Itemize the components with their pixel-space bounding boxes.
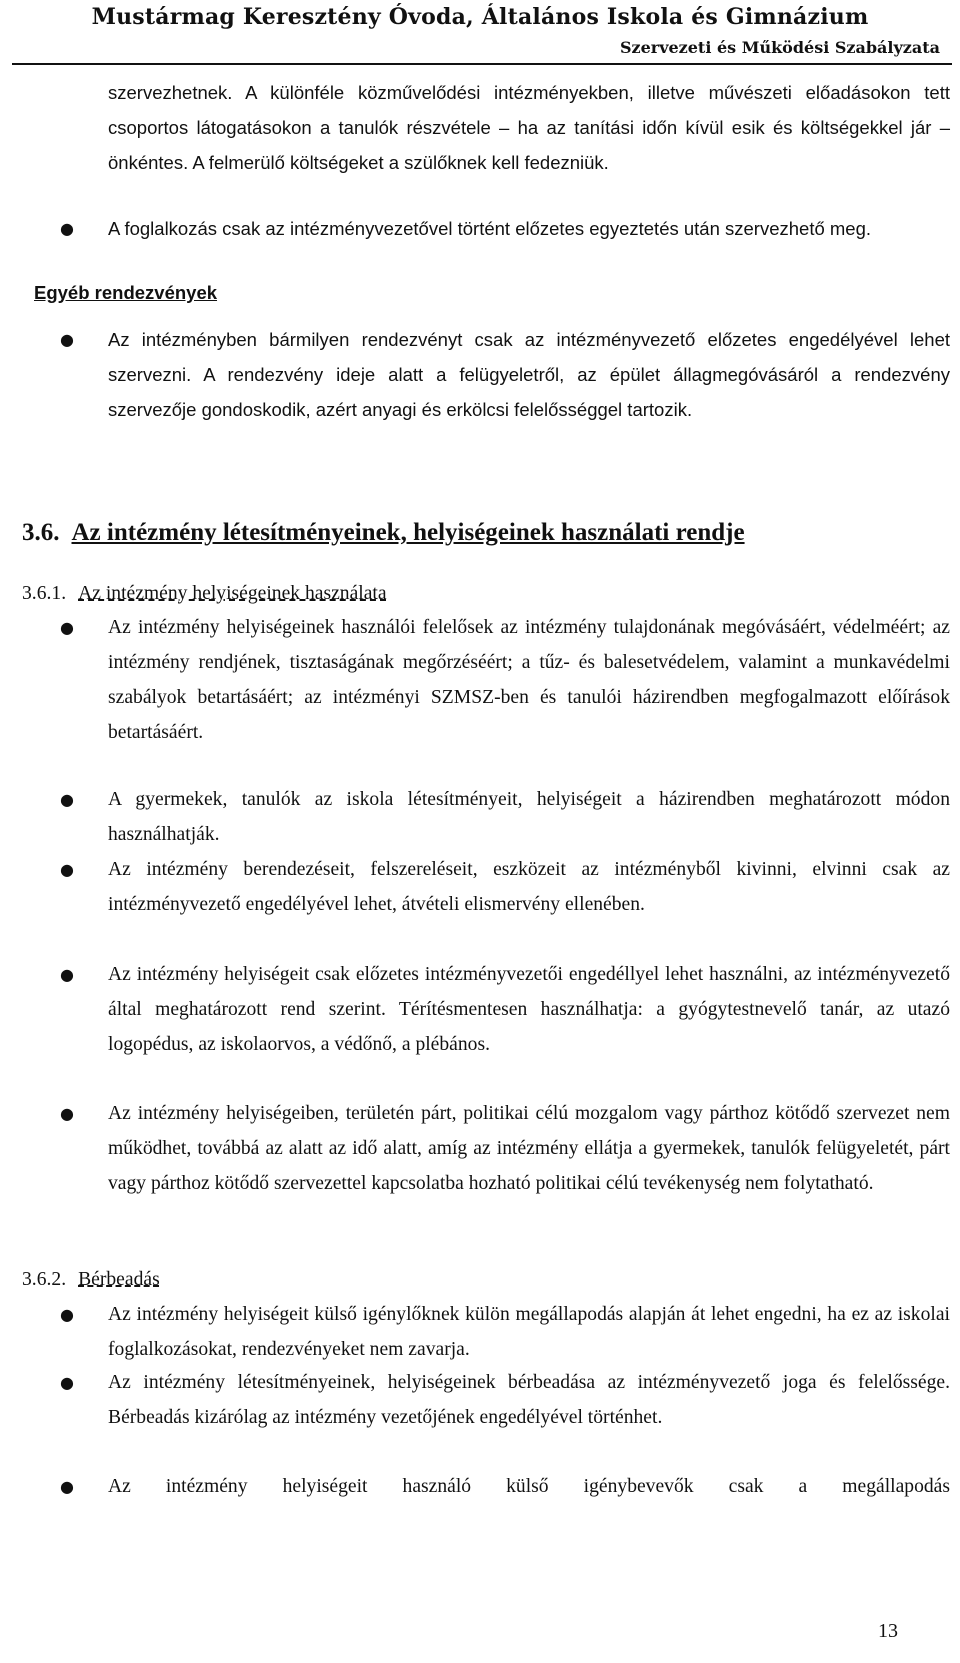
list-item: Az intézmény helyiségeiben, területén párt, politikai célú mozgalom vagy párthoz kötődő szervezet nem működhet, továbbá az alatt az idő alatt, amíg az intézmény ellátja a gyermekek, tanulók felügyeletét, párt vagy párthoz kötődő szervezettel kapcsolatba hozható politikai célú tevékenység nem folytatható. [108,1103,950,1194]
bullet-icon: ● [60,860,74,879]
list-item: Az intézmény helyiségeinek használói felelősek az intézmény tulajdonának megóvásáért, védelméért; az intézmény rendjének, tisztaságának megőrzéséért; a tűz- és balesetvédelem, valamint a munkavédelmi szabályok betartásáért; az intézményi SZMSZ-ben és tanulói házirendben megfogalmazott előírások betartásáért. [108,617,950,743]
list-item: Az intézmény helyiségeit használó külső igénybevevők csak a megállapodás [108,1476,950,1497]
continuation-paragraph: szervezhetnek. A különféle közművelődési intézményekben, illetve művészeti előadásokon tett csoportos látogatásokon a tanulók részvétele – ha az tanítási időn kívül esik és költségekkel jár – önkéntes. A felmerülő költségeket a szülőknek kell fedezniük. [108,82,950,173]
bullet-icon: ● [60,1477,74,1496]
bullet-icon: ● [60,330,74,349]
bullet-icon: ● [60,618,74,637]
bullet-icon: ● [60,219,74,238]
bullet-foglalkozas: A foglalkozás csak az intézményvezetővel történt előzetes egyeztetés után szervezhető meg. [108,218,872,239]
bullet-icon: ● [60,1305,74,1324]
egyeb-heading: Egyéb rendezvények [34,282,218,303]
subsection-title: Bérbeadás [78,1269,160,1290]
page-number: 13 [878,1620,898,1642]
bullet-egyeb: Az intézményben bármilyen rendezvényt csak az intézményvezető előzetes engedélyével lehet szervezni. A rendezvény ideje alatt a felügyeletről, az épület állagmegóvásáról a rendezvény szervezője gondoskodik, azért anyagi és erkölcsi felelősséggel tartozik. [108,329,950,420]
bullet-icon: ● [60,790,74,809]
bullet-icon: ● [60,965,74,984]
bullet-icon: ● [60,1104,74,1123]
subsection-heading-1 [22,576,387,611]
list-item: Az intézmény helyiségeit csak előzetes intézményvezetői engedéllyel lehet használni, az intézményvezető által meghatározott rend szerint. Térítésmentesen használhatja: a gyógytestnevelő tanár, az utazó logopédus, az iskolaorvos, a védőnő, a plébános. [108,964,950,1055]
section-number: 3.6. [22,519,60,546]
subsection-heading-2 [22,1262,160,1297]
bullet-icon: ● [60,1373,74,1392]
section-heading [22,515,745,550]
subsection-number: 3.6.1. [22,583,67,604]
subsection-number: 3.6.2. [22,1269,67,1290]
header-title: Mustármag Keresztény Óvoda, Általános Iskola és Gimnázium [91,4,869,30]
header-rule [12,63,952,65]
list-item: Az intézmény berendezéseit, felszereléseit, eszközeit az intézményből kivinni, elvinni csak az intézményvezető engedélyével lehet, átvételi elismervény ellenében. [108,859,950,915]
list-item: Az intézmény helyiségeit külső igénylőknek külön megállapodás alapján át lehet engedni, ha ez az iskolai foglalkozásokat, rendezvényeket nem zavarja. [108,1304,950,1360]
subsection-title: Az intézmény helyiségeinek használata [78,583,387,604]
list-item: Az intézmény létesítményeinek, helyiségeinek bérbeadása az intézményvezető joga és felelőssége. Bérbeadás kizárólag az intézmény vezetőjének engedélyével történhet. [108,1372,950,1428]
header-subtitle: Szervezeti és Működési Szabályzata [619,38,940,57]
section-title: Az intézmény létesítményeinek, helyiségeinek használati rendje [71,519,745,546]
list-item: A gyermekek, tanulók az iskola létesítményeit, helyiségeit a házirendben meghatározott módon használhatják. [108,789,950,845]
